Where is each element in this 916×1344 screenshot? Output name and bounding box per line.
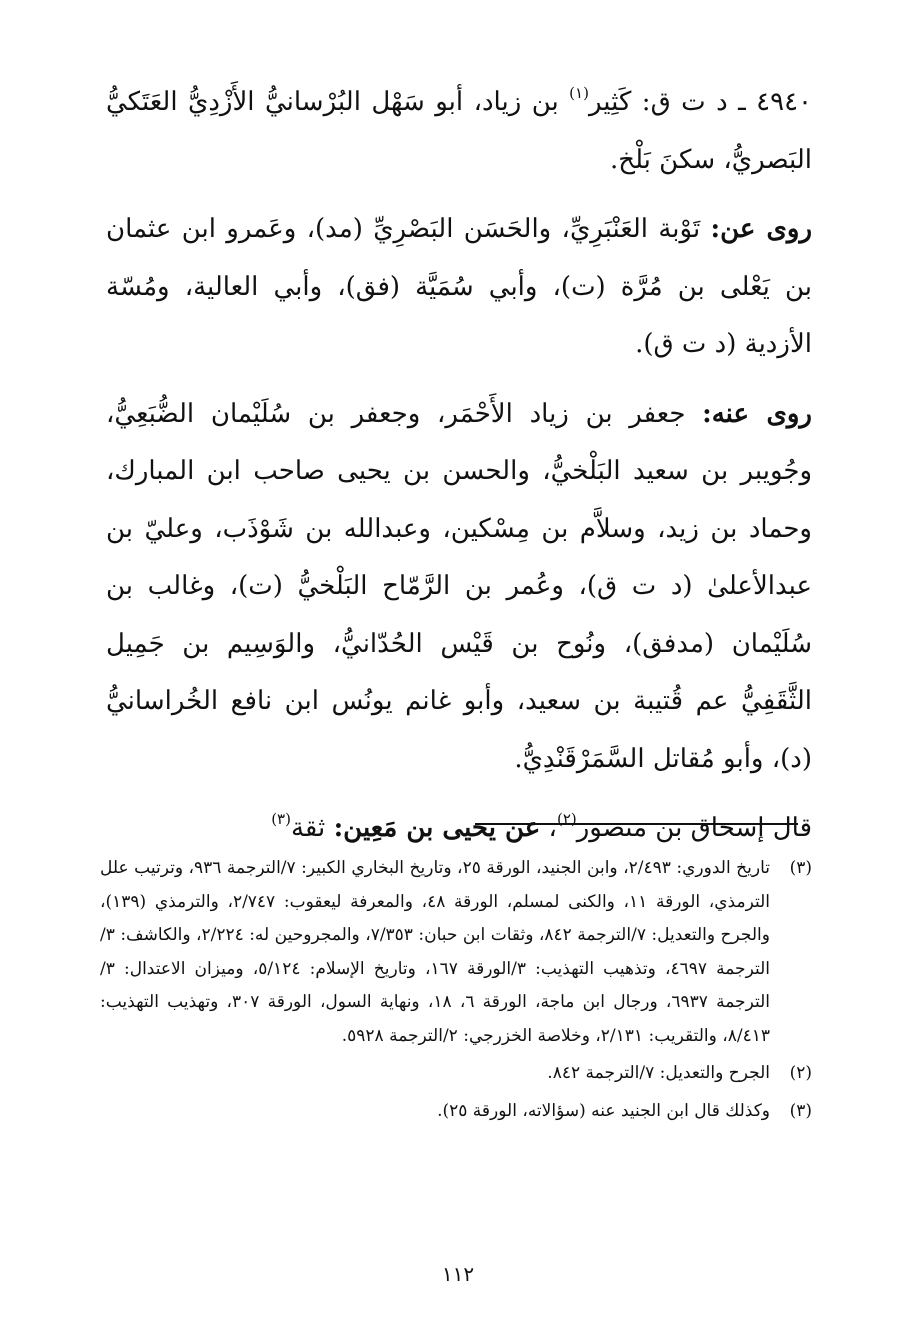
qala-paragraph xyxy=(106,800,812,858)
rawa-anhu-label: روى عنه: xyxy=(702,398,812,429)
qala-part2: ، xyxy=(540,813,557,843)
qala-part3: ثقة xyxy=(290,813,334,843)
footnote-ref-3: (٣) xyxy=(271,810,291,828)
qala-part1: قال إسحاق بن منصور xyxy=(576,813,812,843)
entry-header-rest: بن زياد، أبو سَهْل البُرْسانيُّ الأَزْدِيُّ العَتَكيُّ البَصريُّ، سكنَ بَلْخ. xyxy=(106,87,812,175)
footnote-text: الجرح والتعديل: ٧/الترجمة ٨٤٢. xyxy=(547,1063,770,1083)
entry-header-paragraph xyxy=(106,74,812,189)
entry-header: ٤٩٤٠ ـ د ت ق: كَثِير xyxy=(588,87,813,117)
rawa-an-paragraph xyxy=(106,201,812,374)
footnote-ref-2: (٢) xyxy=(556,810,577,828)
footnote-ref-1: (١) xyxy=(569,84,589,102)
page-number: ١١٢ xyxy=(441,1262,475,1286)
footnotes xyxy=(100,852,812,1128)
main-text xyxy=(106,74,812,858)
footnote-text: تاريخ الدوري: ٢/٤٩٣، وابن الجنيد، الورقة ٢٥، وتاريخ البخاري الكبير: ٧/الترجمة ٩٣٦، وترتيب علل الترمذي، الورقة ١١، والكنى لمسلم، الورقة ٤٨، والمعرفة ليعقوب: ٢/٧٤٧، والترمذي (١٣٩)، والجرح والتعديل: ٧/الترجمة ٨٤٢، وثقات ابن حبان: ٧/٣٥٣، والمجروحين له: ٢/٢٢٤، والكاشف: ٣/الترجمة ٤٦٩٧، وتذهيب التهذيب: ٣/الورقة ١٦٧، وتاريخ الإسلام: ٥/١٢٤، وميزان الاعتدال: ٣/الترجمة ٦٩٣٧، ورجال ابن ماجة، الورقة ٦، ١٨، ونهاية السول، الورقة ٣٠٧، وتهذيب التهذيب: ٨/٤١٣، والتقريب: ٢/١٣١، وخلاصة الخزرجي: ٢/الترجمة ٥٩٢٨. xyxy=(100,858,770,1046)
footnote-text: وكذلك قال ابن الجنيد عنه (سؤالاته، الورقة ٢٥). xyxy=(437,1100,770,1121)
rawa-anhu-paragraph xyxy=(106,386,812,789)
rawa-anhu-text: جعفر بن زياد الأَحْمَر، وجعفر بن سُلَيْمان الضُّبَعِيُّ، وجُويبر بن سعيد البَلْخيُّ، والحسن بن يحيى صاحب ابن المبارك، وحماد بن زيد، وسلاَّم بن مِسْكين، وعبدالله بن شَوْذَب، وعليّ بن عبدالأعلىٰ (د ت ق)، وعُمر بن الرَّمّاح البَلْخيُّ (ت)، وغالب بن سُلَيْمان (مدفق)، ونُوح بن قَيْس الحُدّانيُّ، والوَسِيم بن جَمِيل الثَّقَفِيُّ عم قُتيبة بن سعيد، وأبو غانم يونُس ابن نافع الخُراسانيُّ (د)، وأبو مُقاتل السَّمَرْقَنْدِيُّ. xyxy=(106,398,812,774)
footnote-mark: (٢) xyxy=(789,1063,812,1083)
footnote-divider xyxy=(475,823,798,825)
footnote-mark: (٣) xyxy=(789,858,812,878)
footnote-item xyxy=(100,1095,812,1129)
qala-bold: عن يحيى بن مَعِين: xyxy=(333,813,541,843)
rawa-an-label: روى عن: xyxy=(710,214,813,244)
footnote-item xyxy=(100,1057,812,1091)
rawa-an-text: تَوْبة العَنْبَرِيِّ، والحَسَن البَصْرِيِّ (مد)، وعَمرو ابن عثمان بن يَعْلى بن مُرَّة (ت)، وأبي سُمَيَّة (فق)، وأبي العالية، ومُسّة الأزدية (د ت ق). xyxy=(106,214,812,359)
footnote-mark: (٣) xyxy=(789,1100,812,1121)
footnote-item xyxy=(100,852,812,1053)
